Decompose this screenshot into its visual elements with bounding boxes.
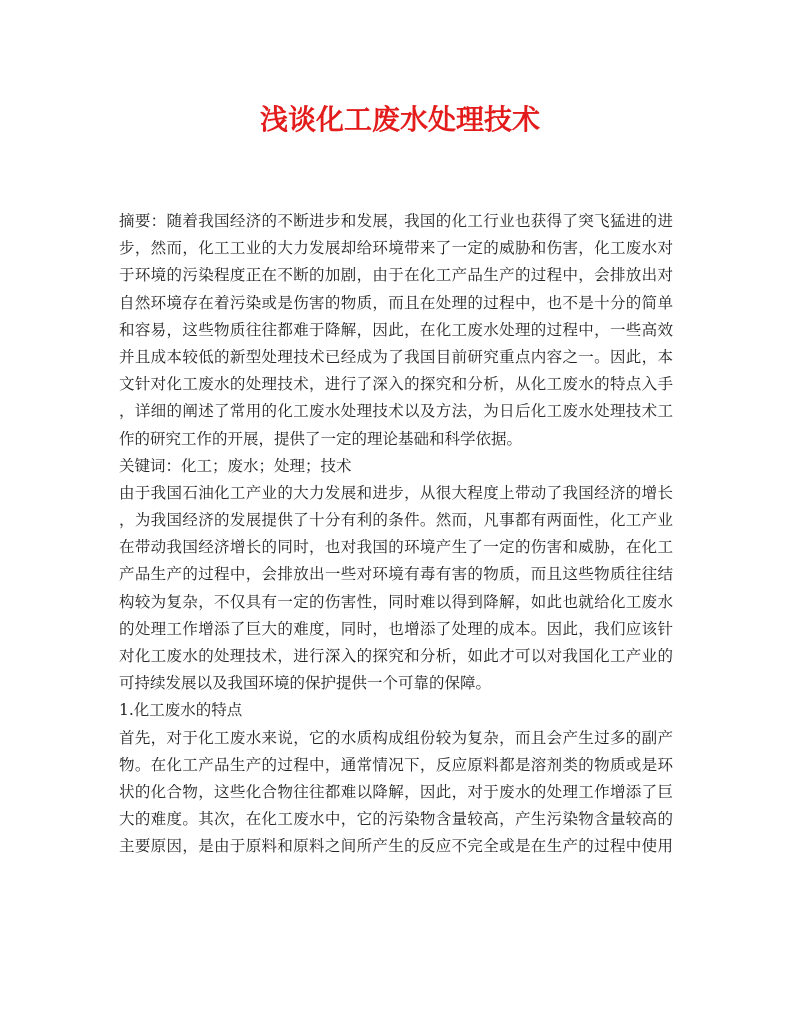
text-line: 由于我国石油化工产业的大力发展和进步，从很大程度上带动了我国经济的增长 [119, 483, 673, 502]
document-title: 浅谈化工废水处理技术 [259, 103, 540, 136]
text-line: 构较为复杂，不仅具有一定的伤害性，同时难以得到降解，如此也就给化工废水 [119, 592, 673, 611]
intro-paragraph [119, 480, 673, 698]
text-line: 和容易，这些物质往往都难于降解，因此，在化工废水处理的过程中，一些高效 [119, 320, 673, 339]
text-line: 步，然而，化工工业的大力发展却给环境带来了一定的威胁和伤害，化工废水对 [119, 239, 673, 258]
text-line: 在带动我国经济增长的同时，也对我国的环境产生了一定的伤害和威胁，在化工 [119, 538, 673, 557]
document-body [119, 208, 673, 861]
text-line: 摘要：随着我国经济的不断进步和发展，我国的化工行业也获得了突飞猛进的进 [119, 212, 673, 230]
text-line: 文针对化工废水的处理技术，进行了深入的探究和分析，从化工废水的特点入手 [119, 375, 673, 394]
text-line: 状的化合物，这些化合物往往都难以降解，因此，对于废水的处理工作增添了巨 [119, 782, 673, 801]
text-line: 自然环境存在着污染或是伤害的物质，而且在处理的过程中，也不是十分的简单 [119, 293, 673, 312]
text-line: 产品生产的过程中，会排放出一些对环境有毒有害的物质，而且这些物质往往结 [119, 565, 673, 584]
abstract-paragraph [119, 208, 673, 453]
text-line: 大的难度。其次，在化工废水中，它的污染物含量较高，产生污染物含量较高的 [119, 810, 673, 829]
text-line: 并且成本较低的新型处理技术已经成为了我国目前研究重点内容之一。因此，本 [119, 347, 673, 366]
text-line: 可持续发展以及我国环境的保护提供一个可靠的保障。 [119, 674, 492, 693]
text-line: ，为我国经济的发展提供了十分有利的条件。然而，凡事都有两面性，化工产业 [119, 511, 673, 530]
text-line: ，详细的阐述了常用的化工废水处理技术以及方法，为日后化工废水处理技术工 [119, 402, 673, 421]
text-line: 的处理工作增添了巨大的难度，同时，也增添了处理的成本。因此，我们应该针 [119, 619, 673, 638]
keywords-line: 关键词：化工；废水；处理；技术 [119, 456, 352, 475]
text-line: 于环境的污染程度正在不断的加剧，由于在化工产品生产的过程中，会排放出对 [119, 266, 673, 285]
section-heading: 1.化工废水的特点 [119, 701, 243, 720]
text-line: 主要原因，是由于原料和原料之间所产生的反应不完全或是在生产的过程中使用 [119, 837, 673, 856]
text-line: 对化工废水的处理技术，进行深入的探究和分析，如此才可以对我国化工产业的 [119, 647, 673, 665]
text-line: 物。在化工产品生产的过程中，通常情况下，反应原料都是溶剂类的物质或是环 [119, 755, 673, 774]
section1-paragraph [119, 725, 673, 861]
text-line: 作的研究工作的开展，提供了一定的理论基础和科学依据。 [119, 429, 523, 448]
text-line: 首先，对于化工废水来说，它的水质构成组份较为复杂，而且会产生过多的副产 [119, 728, 673, 747]
